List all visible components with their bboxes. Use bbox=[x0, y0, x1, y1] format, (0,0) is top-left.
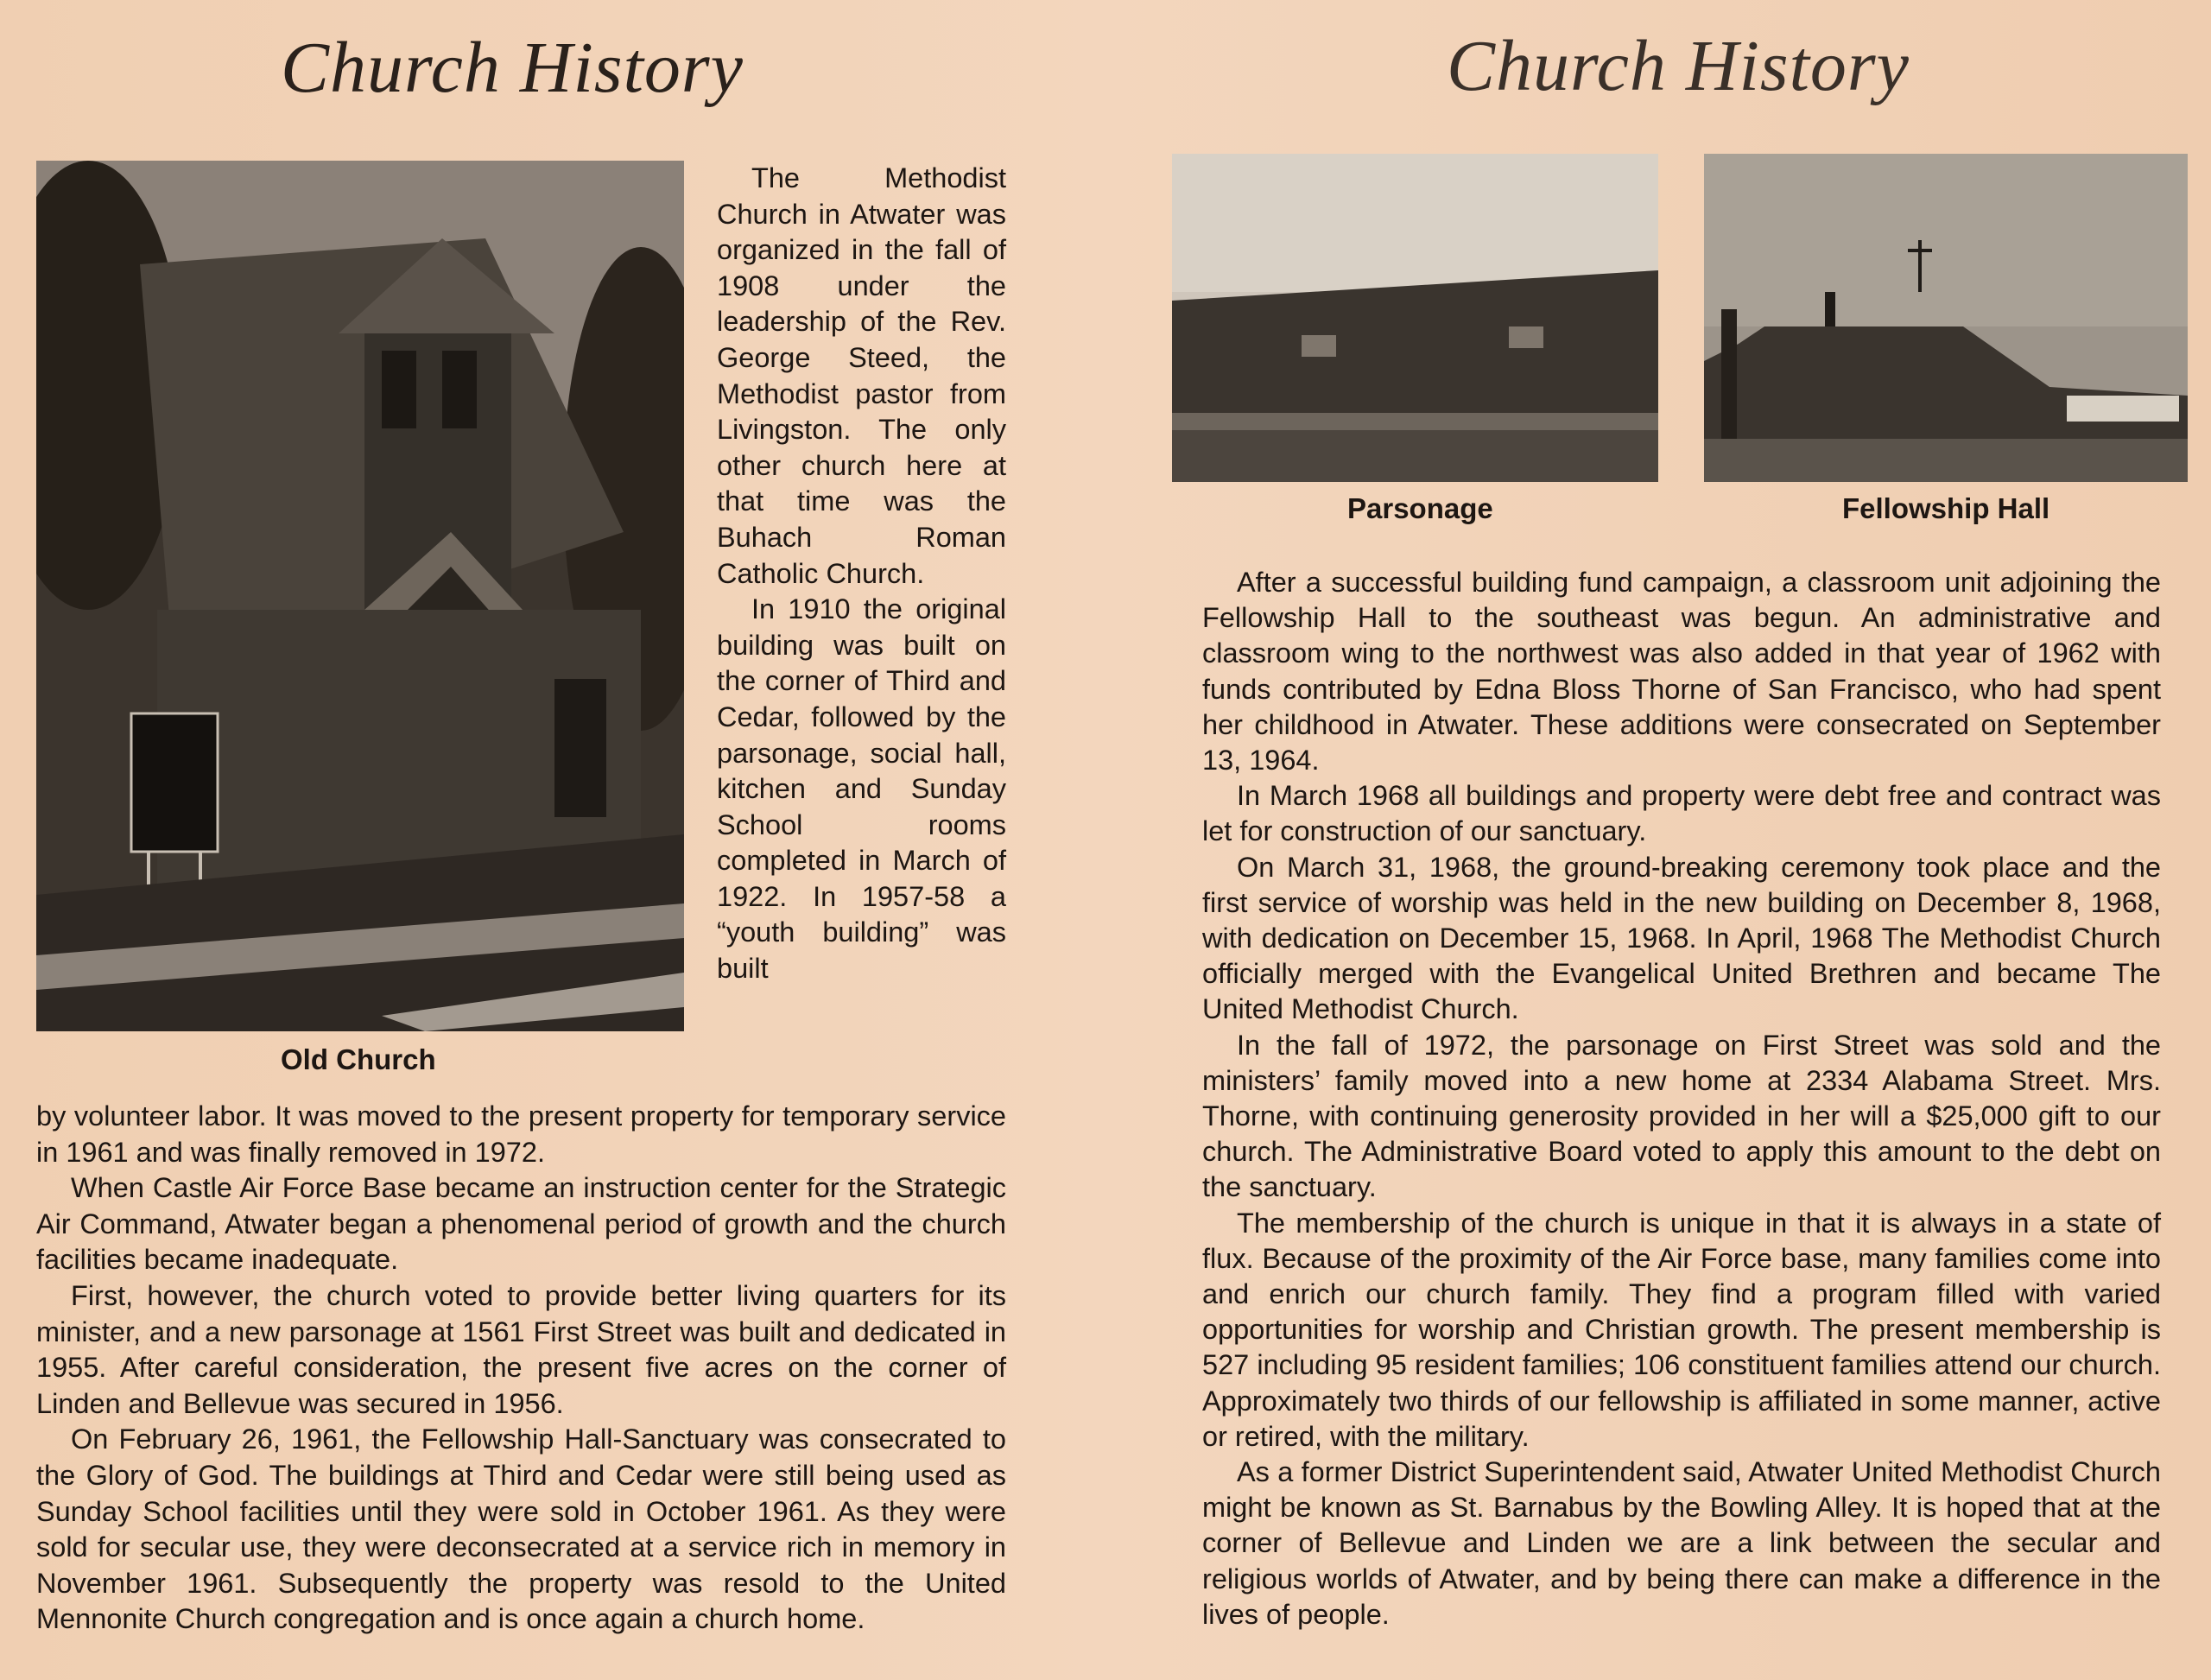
right-paragraph-2: In March 1968 all buildings and property were debt free and contract was let for construction of our sanctuary. bbox=[1202, 780, 2161, 847]
left-paragraph-6: On February 26, 1961, the Fellowship Hall-Sanctuary was consecrated to the Glory of God. The buildings at Third and Cedar were still being used as Sunday School facilities until they were sold in October 1961. As they were sold for secular use, they were deconsecrated at a service rich in memory in November 1961. Subsequently the property was resold to the United Mennonite Church congregation and is once again a church home. bbox=[36, 1423, 1006, 1635]
left-paragraph-5: First, however, the church voted to provide better living quarters for its minister, and a new parsonage at 1561 First Street was built and dedicated in 1955. After careful consideration, the present five acres on the corner of Linden and Bellevue was secured in 1956. bbox=[36, 1279, 1006, 1419]
left-page-title: Church History bbox=[281, 28, 744, 108]
parsonage-photo bbox=[1172, 154, 1658, 482]
right-paragraph-3: On March 31, 1968, the ground-breaking ceremony took place and the first service of worship was held in the new building on December 8, 1968, with dedication on December 15, 1968. In April, 1968 The Methodist Church officially merged with the Evangelical United Brethren and became The United Methodist Church. bbox=[1202, 851, 2161, 1025]
left-paragraph-4: When Castle Air Force Base became an instruction center for the Strategic Air Command, Atwater began a phenomenal period of growth and the church facilities became inadequate. bbox=[36, 1172, 1006, 1276]
left-paragraph-3: by volunteer labor. It was moved to the present property for temporary service in 1961 and was finally removed in 1972. bbox=[36, 1100, 1006, 1168]
fellowship-hall-photo-image bbox=[1704, 154, 2188, 482]
fellowship-hall-photo bbox=[1704, 154, 2188, 482]
right-paragraph-6: As a former District Superintendent said, Atwater United Methodist Church might be known as St. Barnabus by the Bowling Alley. It is hoped that at the corner of Bellevue and Linden we are a link between the secular and religious worlds of Atwater, and by being there can make a difference in the lives of people. bbox=[1202, 1456, 2161, 1630]
left-wide-column bbox=[36, 1099, 1006, 1638]
fellowship-hall-caption: Fellowship Hall bbox=[1842, 492, 2050, 524]
right-column bbox=[1202, 565, 2161, 1632]
right-paragraph-1: After a successful building fund campaign, a classroom unit adjoining the Fellowship Hall to the southeast was begun. An administrative and classroom wing to the northwest was also added in that year of 1962 with funds contributed by Edna Bloss Thorne of San Francisco, who had spent her childhood in Atwater. These additions were consecrated on September 13, 1964. bbox=[1202, 567, 2161, 777]
right-page-title: Church History bbox=[1447, 26, 1910, 106]
right-paragraph-4: In the fall of 1972, the parsonage on First Street was sold and the ministers’ family moved into a new home at 2334 Alabama Street. Mrs. Thorne, with continuing generosity provided in her will a $25,000 gift to our church. The Administrative Board voted to apply this amount to the debt on the sanctuary. bbox=[1202, 1029, 2161, 1203]
parsonage-photo-image bbox=[1172, 154, 1658, 482]
left-paragraph-2: In 1910 the original building was built on the corner of Third and Cedar, followed by the parsonage, social hall, kitchen and Sunday School rooms completed in March of 1922. In 1957-58 a “youth building” was built bbox=[717, 593, 1006, 985]
left-paragraph-1: The Methodist Church in Atwater was organized in the fall of 1908 under the leadership of the Rev. George Steed, the Methodist pastor from Livingston. The only other church here at that time was the Buhach Roman Catholic Church. bbox=[717, 162, 1006, 589]
right-paragraph-5: The membership of the church is unique in that it is always in a state of flux. Because of the proximity of the Air Force base, many families come into and enrich our church family. They find a program filled with varied opportunities for worship and Christian growth. The present membership is 527 including 95 resident families; 106 constituent families attend our church. Approximately two thirds of our fellowship is affiliated in some manner, active or retired, with the military. bbox=[1202, 1207, 2161, 1452]
old-church-photo bbox=[36, 161, 684, 1031]
old-church-caption: Old Church bbox=[281, 1043, 436, 1075]
parsonage-caption: Parsonage bbox=[1347, 492, 1493, 524]
left-narrow-column bbox=[717, 161, 1006, 987]
old-church-photo-image bbox=[36, 161, 684, 1031]
